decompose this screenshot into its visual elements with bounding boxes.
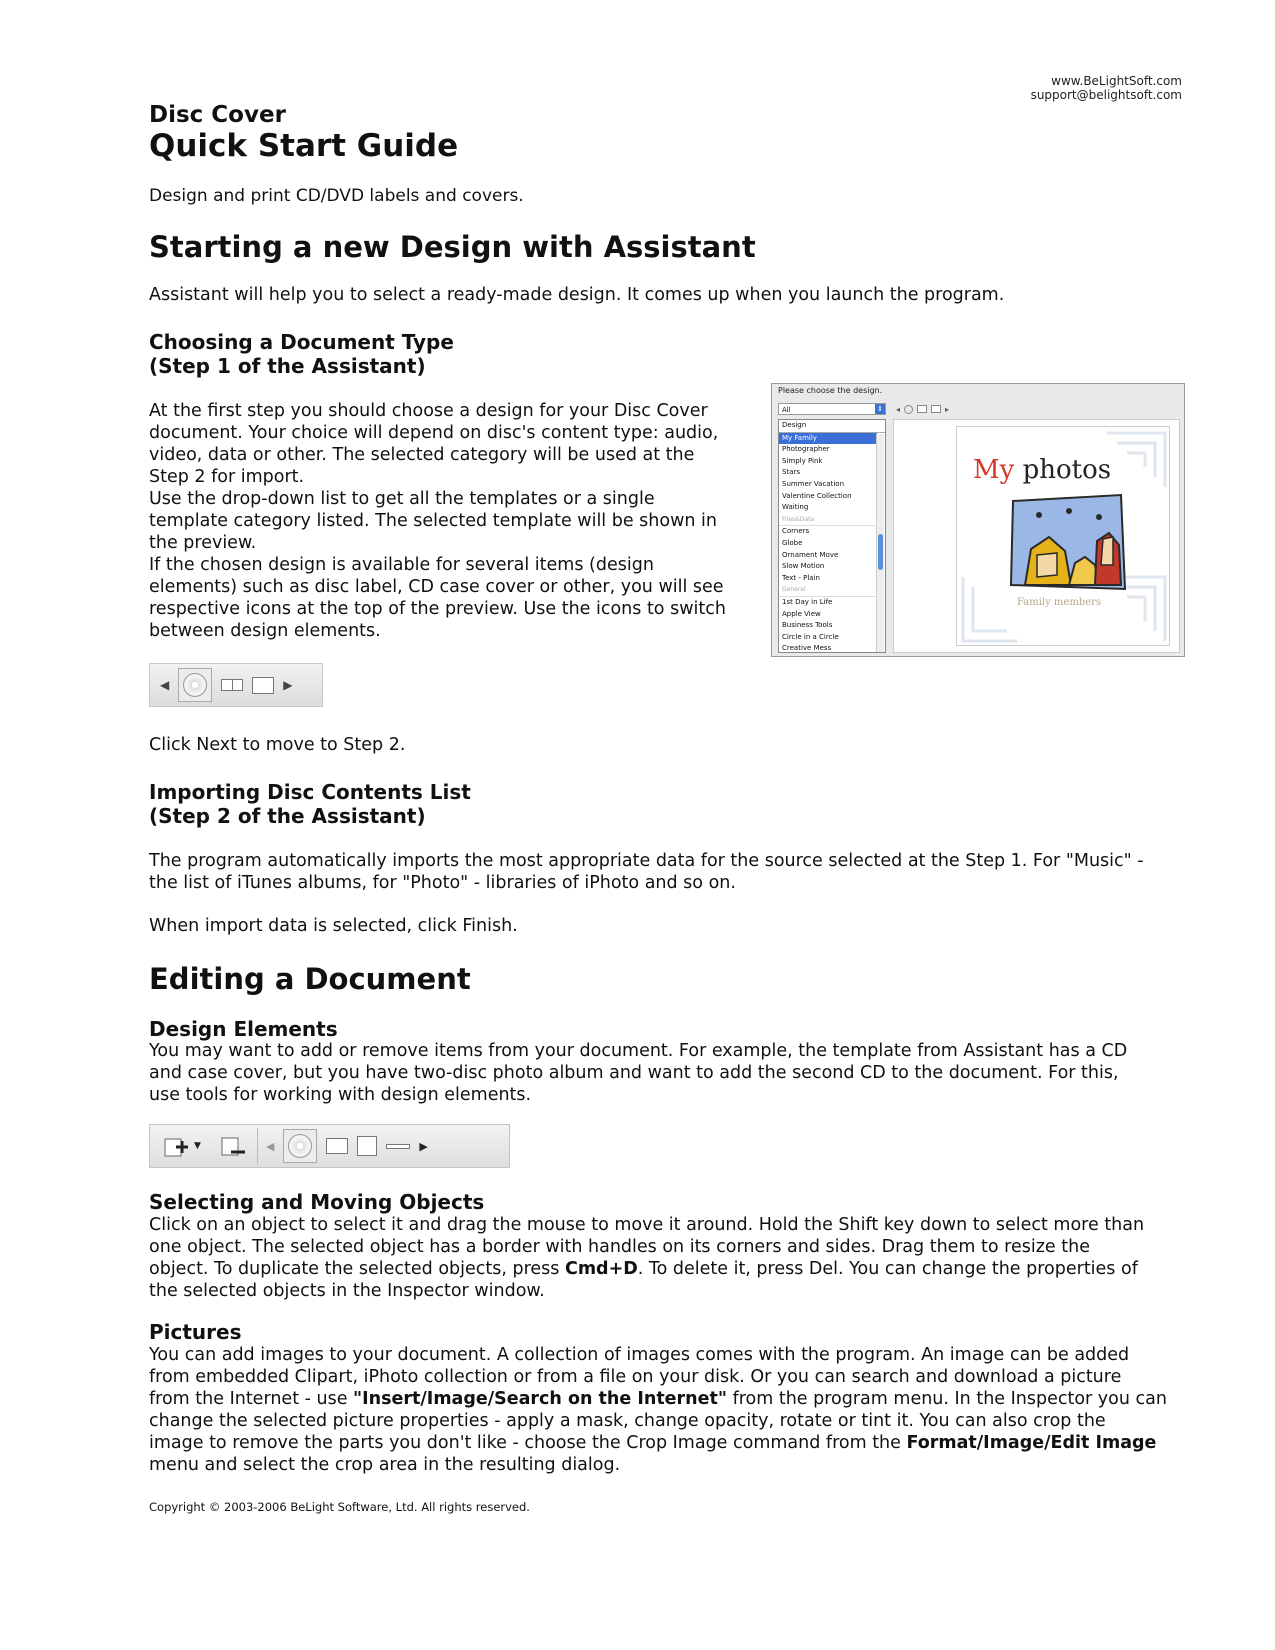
- family-illustration: [1009, 493, 1129, 593]
- step1-body-line: the preview.: [149, 533, 257, 553]
- step1-body-line: between design elements.: [149, 621, 381, 641]
- pictures-body: [149, 1344, 1167, 1476]
- step2-body-line2: the list of iTunes albums, for "Photo" - libraries of iPhoto and so on.: [149, 873, 736, 893]
- assistant-window-screenshot: [771, 383, 1185, 657]
- step1-heading-line1: Choosing a Document Type: [149, 330, 454, 354]
- spine-icon[interactable]: [386, 1144, 410, 1149]
- list-item[interactable]: Text - Plain: [782, 573, 820, 582]
- disc-icon: [183, 673, 207, 697]
- next-note: Click Next to move to Step 2.: [149, 735, 406, 755]
- selecting-body: [149, 1214, 1144, 1302]
- menu-path-edit-image: Format/Image/Edit Image: [906, 1433, 1157, 1453]
- list-column-header: Design: [779, 420, 885, 433]
- pictures-line4: change the selected picture properties - apply a mask, change opacity, rotate or tint it. You can also crop the: [149, 1411, 1106, 1431]
- step1-body-line: video, data or other. The selected category will be used at the: [149, 445, 695, 465]
- cover-icon[interactable]: [931, 405, 941, 413]
- design-elements-body: [149, 1040, 1127, 1106]
- step1-body: [149, 400, 726, 642]
- pictures-line2: from embedded Clipart, iPhoto collection or from a file on your disk. Or you can search and download a picture: [149, 1367, 1122, 1387]
- step1-body-line: At the first step you should choose a design for your Disc Cover: [149, 401, 708, 421]
- list-item[interactable]: Ornament Move: [782, 550, 839, 559]
- design-elements-body-line: You may want to add or remove items from your document. For example, the template from Assistant has a CD: [149, 1041, 1128, 1061]
- intro-text: Design and print CD/DVD labels and covers.: [149, 186, 524, 206]
- case-front-icon[interactable]: [326, 1138, 348, 1154]
- preview-toolbar: [892, 402, 1184, 416]
- step2-heading-line2: (Step 2 of the Assistant): [149, 804, 426, 828]
- list-item[interactable]: 1st Day in Life: [782, 597, 833, 606]
- preview-caption: Family members: [1017, 597, 1102, 608]
- design-list-scrollbar[interactable]: [876, 434, 884, 652]
- step2-body: [149, 850, 1144, 894]
- design-elements-body-line: use tools for working with design elements.: [149, 1085, 532, 1105]
- pictures-heading: Pictures: [149, 1320, 242, 1344]
- list-item[interactable]: Corners: [782, 527, 810, 536]
- prev-arrow-icon[interactable]: ◂: [896, 404, 901, 414]
- category-select-value: All: [782, 406, 791, 414]
- list-item[interactable]: Simply Pink: [782, 456, 823, 465]
- contact-info: [1031, 74, 1182, 102]
- finish-note: When import data is selected, click Finish.: [149, 916, 518, 936]
- step2-heading-line1: Importing Disc Contents List: [149, 780, 471, 804]
- shortcut-duplicate: Cmd+D: [564, 1259, 638, 1279]
- list-item[interactable]: Creative Mess: [782, 644, 832, 653]
- list-item[interactable]: Globe: [782, 538, 803, 547]
- list-group-header: Files&Data: [779, 514, 875, 527]
- scroll-thumb[interactable]: [878, 534, 883, 570]
- step2-body-line1: The program automatically imports the most appropriate data for the source selected at the Step 1. For "Music" -: [149, 851, 1144, 871]
- step2-heading: [149, 780, 471, 828]
- list-item[interactable]: Waiting: [782, 503, 809, 512]
- selecting-line3-post: . To delete it, press Del. You can change the properties of: [637, 1259, 1138, 1279]
- preview-title-rest: photos: [1014, 455, 1112, 485]
- step1-heading: [149, 330, 454, 378]
- list-group-header: General: [779, 584, 875, 597]
- disc-icon[interactable]: [904, 405, 913, 414]
- pictures-line3-pre: from the Internet - use: [149, 1389, 354, 1409]
- next-element-icon[interactable]: ▶: [283, 678, 293, 692]
- element-navigator: [266, 1125, 428, 1167]
- step1-body-line: elements) such as disc label, CD case cover or other, you will see: [149, 577, 724, 597]
- section-heading-editing: Editing a Document: [149, 962, 471, 996]
- disc-icon: [288, 1134, 312, 1158]
- category-select[interactable]: [778, 403, 886, 415]
- next-element-icon[interactable]: ▶: [419, 1139, 428, 1153]
- list-item[interactable]: Circle in a Circle: [782, 632, 839, 641]
- website-link[interactable]: www.BeLightSoft.com: [1051, 74, 1182, 88]
- design-list[interactable]: [778, 419, 886, 653]
- menu-path-search: "Insert/Image/Search on the Internet": [353, 1389, 727, 1409]
- design-preview: [893, 419, 1180, 653]
- page-title: Quick Start Guide: [149, 128, 459, 164]
- design-elements-body-line: and case cover, but you have two-disc photo album and want to add the second CD to the document. For this,: [149, 1063, 1119, 1083]
- list-item[interactable]: My Family: [779, 433, 877, 445]
- preview-card: [956, 426, 1170, 646]
- step1-heading-line2: (Step 1 of the Assistant): [149, 354, 426, 378]
- step1-body-line: Use the drop-down list to get all the templates or a single: [149, 489, 655, 509]
- toolbar-divider: [257, 1128, 258, 1164]
- product-name: Disc Cover: [149, 102, 286, 128]
- selecting-line2: one object. The selected object has a border with handles on its corners and sides. Drag them to resize the: [149, 1237, 1090, 1257]
- case-cover-icon[interactable]: [221, 679, 243, 691]
- preview-title: [973, 455, 1111, 485]
- prev-element-icon[interactable]: ◀: [160, 678, 170, 692]
- step1-body-line: template category listed. The selected template will be shown in: [149, 511, 718, 531]
- preview-title-accent: My: [973, 455, 1015, 485]
- step1-body-line: Step 2 for import.: [149, 467, 305, 487]
- list-item[interactable]: Photographer: [782, 445, 830, 454]
- list-item[interactable]: Stars: [782, 468, 801, 477]
- case-icon[interactable]: [917, 405, 927, 413]
- list-item[interactable]: Apple View: [782, 609, 821, 618]
- pictures-line5-pre: image to remove the parts you don't like - choose the Crop Image command from the: [149, 1433, 907, 1453]
- next-arrow-icon[interactable]: ▸: [945, 404, 950, 414]
- cover-icon[interactable]: [252, 677, 274, 694]
- list-item[interactable]: Summer Vacation: [782, 479, 845, 488]
- list-item[interactable]: Slow Motion: [782, 562, 825, 571]
- design-elements-toolbar: [149, 1124, 510, 1168]
- selecting-line4: the selected objects in the Inspector window.: [149, 1281, 545, 1301]
- list-item[interactable]: Valentine Collection: [782, 491, 852, 500]
- chevron-updown-icon: ⇕: [875, 404, 885, 414]
- prev-element-icon[interactable]: ◀: [265, 1139, 275, 1153]
- selecting-heading: Selecting and Moving Objects: [149, 1190, 485, 1214]
- step1-body-line: If the chosen design is available for several items (design: [149, 555, 654, 575]
- list-item[interactable]: Business Tools: [782, 621, 833, 630]
- step1-body-line: respective icons at the top of the preview. Use the icons to switch: [149, 599, 726, 619]
- chevron-down-icon[interactable]: ▼: [194, 1141, 201, 1151]
- disc-label-button[interactable]: [178, 668, 212, 702]
- section-heading-assistant: Starting a new Design with Assistant: [149, 230, 756, 264]
- assistant-window-title: Please choose the design.: [778, 386, 883, 395]
- assistant-intro: Assistant will help you to select a ready-made design. It comes up when you launch the program.: [149, 285, 1005, 305]
- pictures-line6: menu and select the crop area in the resulting dialog.: [149, 1455, 621, 1475]
- step1-body-line: document. Your choice will depend on disc's content type: audio,: [149, 423, 719, 443]
- pictures-line1: You can add images to your document. A collection of images comes with the program. An image can be added: [149, 1345, 1130, 1365]
- support-email[interactable]: support@belightsoft.com: [1030, 88, 1182, 102]
- remove-element-icon[interactable]: [219, 1134, 249, 1158]
- design-elements-heading: Design Elements: [149, 1017, 338, 1041]
- case-back-icon[interactable]: [357, 1136, 377, 1156]
- selecting-line1: Click on an object to select it and drag the mouse to move it around. Hold the Shift key down to select more than: [149, 1215, 1145, 1235]
- pictures-line3-post: from the program menu. In the Inspector you can: [727, 1389, 1167, 1409]
- copyright: Copyright © 2003-2006 BeLight Software, Ltd. All rights reserved.: [149, 1500, 530, 1514]
- selecting-line3-pre: object. To duplicate the selected objects, press: [149, 1259, 565, 1279]
- add-remove-group: [150, 1125, 249, 1167]
- disc-label-button[interactable]: [283, 1129, 317, 1163]
- design-element-switcher: [149, 663, 323, 707]
- add-element-icon[interactable]: [162, 1134, 192, 1158]
